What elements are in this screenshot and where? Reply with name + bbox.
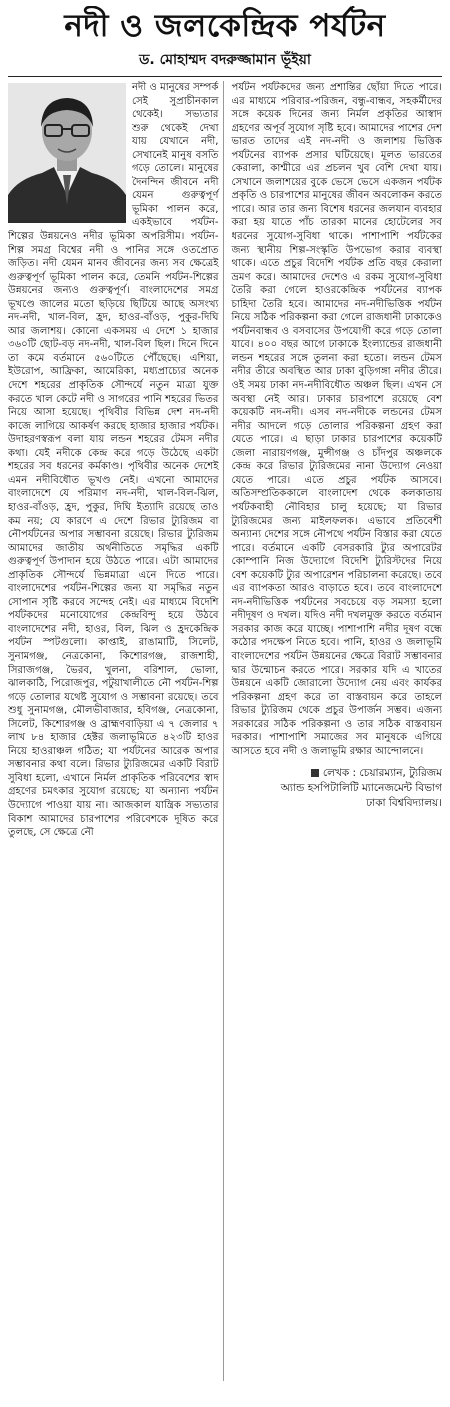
right-column-text: পর্যটন পর্যটকদের জন্য প্রশান্তির ছোঁয়া দিতে পারে। এর মাধ্যমে পরিবার-পরিজন, বন্ধু-বান্ধব, সহকর্মীদের সঙ্গে কয়েক দিনের জন্য নির্মল প্রকৃতির আস্বাদ গ্রহণের অপূর্ব সুযোগ সৃষ্টি হবে। আমাদের পাশের দেশ ভারত তাদের এই নদ-নদী ও জলাশয় ভিত্তিক পর্যটনের ব্যাপক প্রসার ঘটিয়েছে। মূলত ভারতের কেরালা, কাশ্মীরে এর প্রচলন খুব বেশি দেখা যায়। সেখানে জলাশয়ের বুকে ভেসে ভেসে একজন পর্যটক প্রকৃতি ও চারপাশের মানুষের জীবন অবলোকন করতে পারে। আর তার জন্য বিশেষ ধরনের জলযান ব্যবহার করা হয় যাতে পাঁচ তারকা মানের হোটেলের সব ধরনের সুযোগ-সুবিধা থাকে। পাশাপাশি পর্যটকের জন্য স্থানীয় শিল্প-সংস্কৃতি উপভোগ করার ব্যবস্থা থাকে। এতে প্রচুর বিদেশি পর্যটক প্রতি বছর কেরালা ভ্রমণ করে। আমাদের দেশেও এ রকম সুযোগ-সুবিধা তৈরি করা গেলে হাওরকেন্দ্রিক পর্যটনের ব্যাপক চাহিদা তৈরি হবে। আমাদের নদ-নদীভিত্তিক পর্যটন নিয়ে সঠিক পরিকল্পনা করা গেলে রাজধানী ঢাকাকেও পর্যটনবান্ধব ও বসবাসের উপযোগী করে গড়ে তোলা যাবে। ৪০০ বছর আগে ঢাকাকে ইংল্যান্ডের রাজধানী লন্ডন শহরের সঙ্গে তুলনা করা হতো। লন্ডন টেমস নদীর তীরে অবস্থিত আর ঢাকা বুড়িগঙ্গা নদীর তীরে। ওই সময় ঢাকা নদ-নদীবিধৌত অঞ্চল ছিল। এখন সে অবস্থা নেই আর। ঢাকার চারপাশে রয়েছে বেশ কয়েকটি নদ-নদী। এসব নদ-নদীকে লন্ডনের টেমস নদীর আদলে গড়ে তোলার পরিকল্পনা গ্রহণ করা যেতে পারে। এ ছাড়া ঢাকার চারপাশের কয়েকটি জেলা নারায়ণগঞ্জ, মুন্সীগঞ্জ ও চাঁদপুর অঞ্চলকে কেন্দ্র করে রিভার ট্যুরিজমের নানা উদ্যোগ নেওয়া যেতে পারে। এতে প্রচুর পর্যটক আসবে। অতিসম্প্রতিককালে বাংলাদেশ থেকে কলকাতায় পর্যটকবাহী নৌবিহার চালু হয়েছে; যা রিভার ট্যুরিজমের জন্য মাইলফলক। এভাবে প্রতিবেশী অন্যান্য দেশের সঙ্গে নৌপথে পর্যটন বিস্তার করা যেতে পারে। বর্তমানে একটি বেসরকারি ট্যুর অপারেটর কোম্পানি নিজ উদ্যোগে বিদেশি ট্যুরিস্টদের নিয়ে বেশ কয়েকটি ট্যুর অপারেশন পরিচালনা করেছে। তবে এর ব্যাপকতা আরও বাড়াতে হবে। তবে বাংলাদেশে নদ-নদীভিত্তিক পর্যটনের সবচেয়ে বড় সমস্যা হলো নদীদূষণ ও দখল। যদিও নদী দখলমুক্ত করতে বর্তমান সরকার কাজ করে যাচ্ছে। পাশাপাশি নদীর দূষণ বন্ধে কঠোর পদক্ষেপ নিতে হবে। পানি, হাওর ও জলাভূমি বাংলাদেশের পর্যটন উন্নয়নের ক্ষেত্রে বিরাট সম্ভাবনার দ্বার উন্মোচন করতে পারে। সরকার যদি এ খাতের উন্নয়নে একটি জোরালো উদ্যোগ নেয় এবং কার্যকর পরিকল্পনা গ্রহণ করে তা বাস্তবায়ন করে তাহলে রিভার ট্যুরিজম থেকে প্রচুর উপার্জন সম্ভব। এজন্য সরকারের সঠিক পরিকল্পনা ও তার সঠিক বাস্তবায়ন দরকার। পাশাপাশি সমাজের সব মানুষকে এগিয়ে আসতে হবে নদী ও জলাভূমি রক্ষার আন্দোলনে। bbox=[231, 82, 442, 757]
left-column bbox=[8, 81, 224, 1381]
author-note-line-3: ঢাকা বিশ্ববিদ্যালয়। bbox=[366, 797, 442, 810]
author-photo bbox=[8, 83, 126, 223]
author-note-line-1: লেখক : চেয়ারম্যান, ট্যুরিজম bbox=[322, 767, 442, 780]
right-column bbox=[230, 81, 443, 1381]
author-portrait-image bbox=[8, 83, 126, 223]
article-body bbox=[8, 81, 442, 1381]
author-note-line-2: অ্যান্ড হসপিটালিটি ম্যানেজমেন্ট বিভাগ bbox=[280, 782, 442, 795]
author-note bbox=[232, 766, 443, 811]
article-title: নদী ও জলকেন্দ্রিক পর্যটন bbox=[64, 8, 386, 44]
bullet-square-icon bbox=[311, 769, 319, 777]
author-byline: ড. মোহাম্মদ বদরুজ্জামান ভূঁইয়া bbox=[139, 52, 311, 68]
left-column-text: নদী ও মানুষের সম্পর্ক সেই সুপ্রাচীনকাল থেকেই। সভ্যতার শুরু থেকেই দেখা যায় যেখানে নদী, সেখানেই মানুষ বসতি গড়ে তোলে। মানুষের দৈনন্দিন জীবনে নদী যেমন গুরুত্বপূর্ণ ভূমিকা পালন করে, একইভাবে পর্যটন-শিল্পের উন্নয়নেও নদীর ভূমিকা অপরিসীম। পর্যটন-শিল্প সমগ্র বিশ্বের নদী ও পানির সঙ্গে ওতপ্রোত জড়িত। নদী যেমন মানব জীবনের জন্য সব ক্ষেত্রেই গুরুত্বপূর্ণ ভূমিকা পালন করে, তেমনি পর্যটন-শিল্পের উন্নয়নের জন্যও গুরুত্বপূর্ণ। বাংলাদেশের সমগ্র ভূখণ্ডে জালের মতো ছড়িয়ে ছিটিয়ে আছে অসংখ্য নদ-নদী, খাল-বিল, হ্রদ, হাওর-বাঁওড়, পুকুর-দিঘি আর জলাশয়। কোনো একসময় এ দেশে ১ হাজার ৩৬০টি ছোট-বড় নদ-নদী, খাল-বিল ছিল। দিনে দিনে তা কমে বর্তমানে ৫৬০টিতে পৌঁছেছে। এশিয়া, ইউরোপ, আফ্রিকা, আমেরিকা, মধ্যপ্রাচ্যের অনেক দেশে শহরের প্রাকৃতিক সৌন্দর্যে নতুন মাত্রা যুক্ত করতে খাল কেটে নদী ও সাগরের পানি শহরের ভিতর নিয়ে আসা হয়েছে। পৃথিবীর বিভিন্ন দেশ নদ-নদী কাজে লাগিয়ে আকর্ষণ করছে হাজার হাজার পর্যটক। উদাহরণস্বরূপ বলা যায় লন্ডন শহরের টেমস নদীর কথা। যেই নদীকে কেন্দ্র করে গড়ে উঠেছে একটা শহরের সব ধরনের কর্মকাণ্ড। পৃথিবীর অনেক দেশেই এমন নদীবিধৌত ভূখণ্ড নেই। এখনো আমাদের বাংলাদেশে যে পরিমাণ নদ-নদী, খাল-বিল-ঝিল, হাওর-বাঁওড়, হ্রদ, পুকুর, দিঘি ইত্যাদি রয়েছে তাও কম নয়; যে কারণে এ দেশে রিভার ট্যুরিজম বা নৌপর্যটনের অপার সম্ভাবনা রয়েছে। রিভার ট্যুরিজম আমাদের জাতীয় অর্থনীতিতে সমৃদ্ধির একটি গুরুত্বপূর্ণ উপাদান হয়ে উঠতে পারে। এটা আমাদের প্রাকৃতিক সৌন্দর্যে ভিন্নমাত্রা এনে দিতে পারে। বাংলাদেশের পর্যটন-শিল্পের জন্য যা সমৃদ্ধির নতুন সোপান সৃষ্টি করবে সন্দেহ নেই। এর মাধ্যমে বিদেশি পর্যটকদের মনোযোগের কেন্দ্রবিন্দু হয়ে উঠবে বাংলাদেশের নদী, হাওর, বিল, ঝিল ও হ্রদকেন্দ্রিক পর্যটন স্পটগুলো। কাপ্তাই, রাঙামাটি, সিলেট, সুনামগঞ্জ, নেত্রকোনা, কিশোরগঞ্জ, রাজশাহী, সিরাজগঞ্জ, ভৈরব, খুলনা, বরিশাল, ভোলা, ঝালকাঠি, পিরোজপুর, পটুয়াখালীতে নৌ পর্যটন-শিল্প গড়ে তোলার যথেষ্ট সুযোগ ও সম্ভাবনা রয়েছে। তবে শুধু সুনামগঞ্জ, মৌলভীবাজার, হবিগঞ্জ, নেত্রকোনা, সিলেট, কিশোরগঞ্জ ও ব্রাহ্মণবাড়িয়া এ ৭ জেলার ৭ লাখ ৮৪ হাজার হেক্টর জলাভূমিতে ৪২৩টি হাওর নিয়ে হাওরাঞ্চল গঠিত; যা পর্যটনের আরেক অপার সম্ভাবনার কথা বলে। রিভার ট্যুরিজমের একটি বিরাট সুবিধা হলো, এখানে নির্মল প্রাকৃতিক পরিবেশের স্বাদ গ্রহণের চমৎকার সুযোগ রয়েছে; যা অন্যান্য পর্যটন উদ্যোগে পাওয়া যায় না। আজকাল যান্ত্রিক সভ্যতার বিকাশ আমাদের চারপাশের পরিবেশকে দূষিত করে তুলছে, সে ক্ষেত্রে নৌ bbox=[8, 82, 219, 839]
divider bbox=[8, 76, 442, 77]
